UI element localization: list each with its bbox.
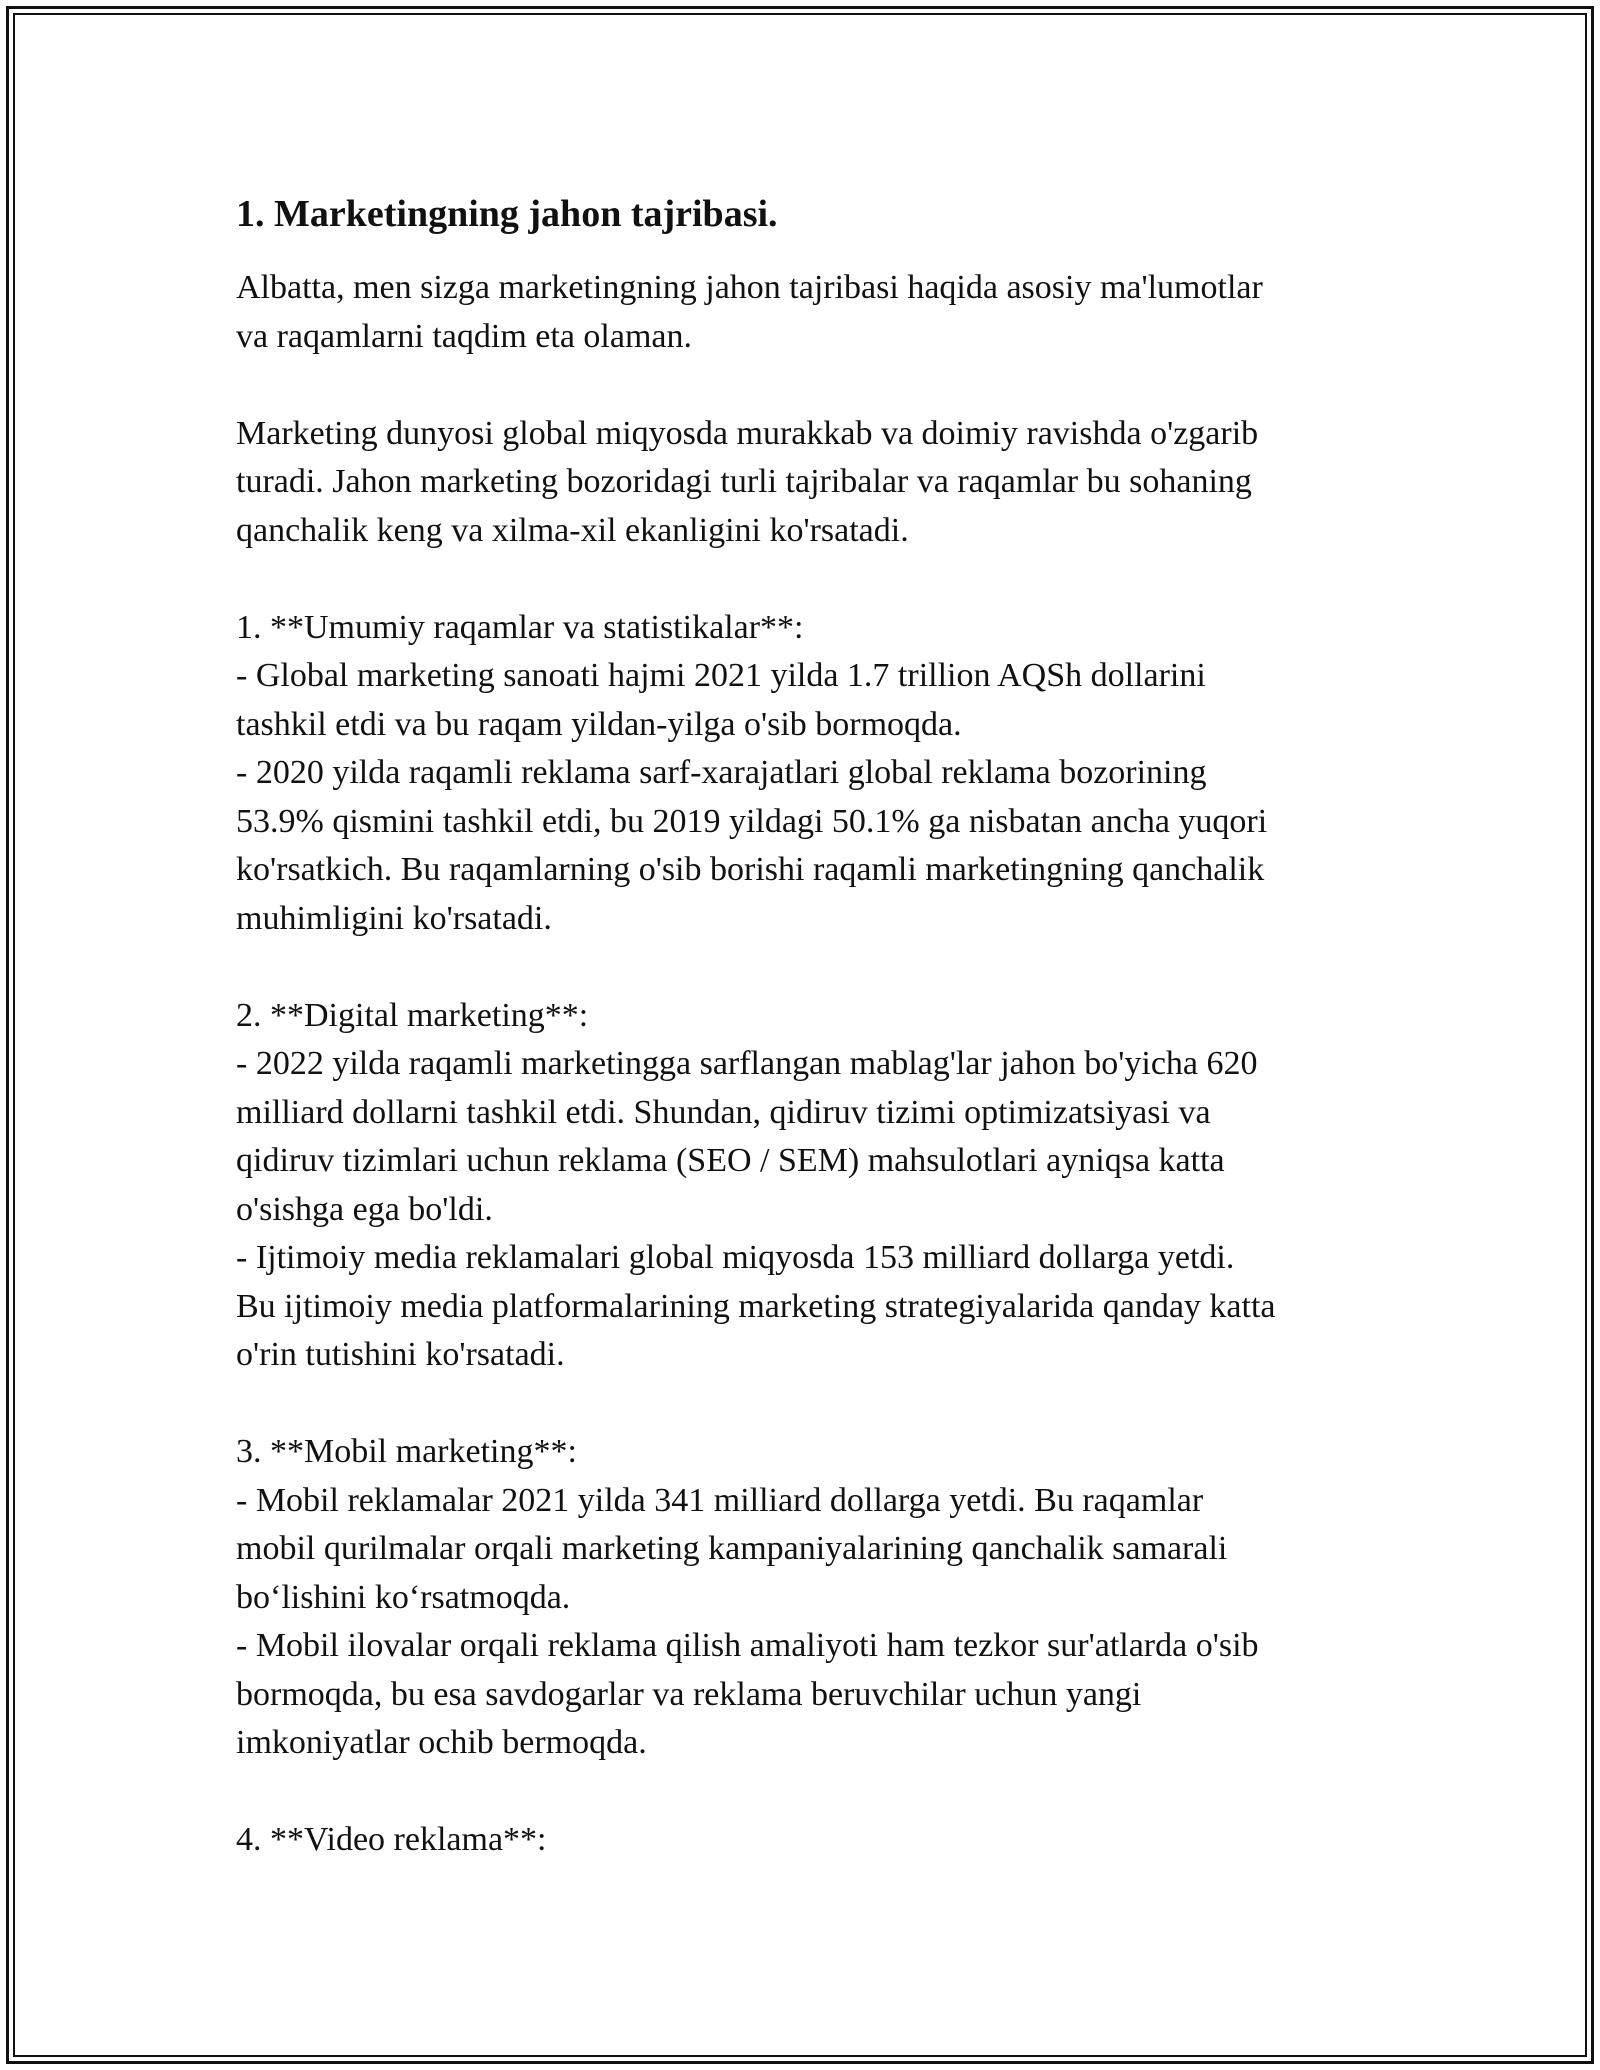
section-heading: 1. Marketingning jahon tajribasi. bbox=[236, 193, 778, 235]
paragraph-gap bbox=[236, 1380, 1386, 1429]
list-item-video-advertising: 4. **Video reklama**: bbox=[236, 1821, 547, 1858]
list-item-mobile-marketing: 3. **Mobil marketing**: - Mobil reklamalar 2021 yilda 341 milliard dollarga yetdi. Bu raqamlar mobil qurilmalar orqali marketing kampaniyalarining qanchalik samarali bo‘lishini ko‘rsatmoqda. - Mobil ilovalar orqali reklama qilish amaliyoti ham tezkor sur'atlarda o'sib bormoqda, bu esa savdogarlar va reklama beruvchilar uchun yangi imkoniyatlar ochib bermoqda. bbox=[236, 1433, 1259, 1761]
document-body bbox=[236, 186, 1386, 1865]
paragraph-gap bbox=[236, 943, 1386, 992]
paragraph-gap bbox=[236, 1768, 1386, 1817]
intro-paragraph: Albatta, men sizga marketingning jahon tajribasi haqida asosiy ma'lumotlar va raqamlarni taqdim eta olaman. bbox=[236, 269, 1263, 355]
paragraph-gap bbox=[236, 555, 1386, 604]
paragraph-gap bbox=[236, 361, 1386, 410]
overview-paragraph: Marketing dunyosi global miqyosda murakkab va doimiy ravishda o'zgarib turadi. Jahon marketing bozoridagi turli tajribalar va raqamlar bu sohaning qanchalik keng va xilma-xil ekanligini ko'rsatadi. bbox=[236, 414, 1259, 549]
list-item-general-statistics: 1. **Umumiy raqamlar va statistikalar**: - Global marketing sanoati hajmi 2021 yilda 1.7 trillion AQSh dollarini tashkil etdi va bu raqam yildan-yilga o'sib bormoqda. - 2020 yilda raqamli reklama sarf-xarajatlari global reklama bozorining 53.9% qismini tashkil etdi, bu 2019 yildagi 50.1% ga nisbatan ancha yuqori ko'rsatkich. Bu raqamlarning o'sib borishi raqamli marketingning qanchalik muhimligini ko'rsatadi. bbox=[236, 608, 1268, 937]
list-item-digital-marketing: 2. **Digital marketing**: - 2022 yilda raqamli marketingga sarflangan mablag'lar jahon bo'yicha 620 milliard dollarni tashkil etdi. Shundan, qidiruv tizimi optimizatsiyasi va qidiruv tizimlari uchun reklama (SEO / SEM) mahsulotlari ayniqsa katta o'sishga ega bo'ldi. - Ijtimoiy media reklamalari global miqyosda 153 milliard dollarga yetdi. Bu ijtimoiy media platformalarining marketing strategiyalarida qanday katta o'rin tutishini ko'rsatadi. bbox=[236, 996, 1276, 1373]
